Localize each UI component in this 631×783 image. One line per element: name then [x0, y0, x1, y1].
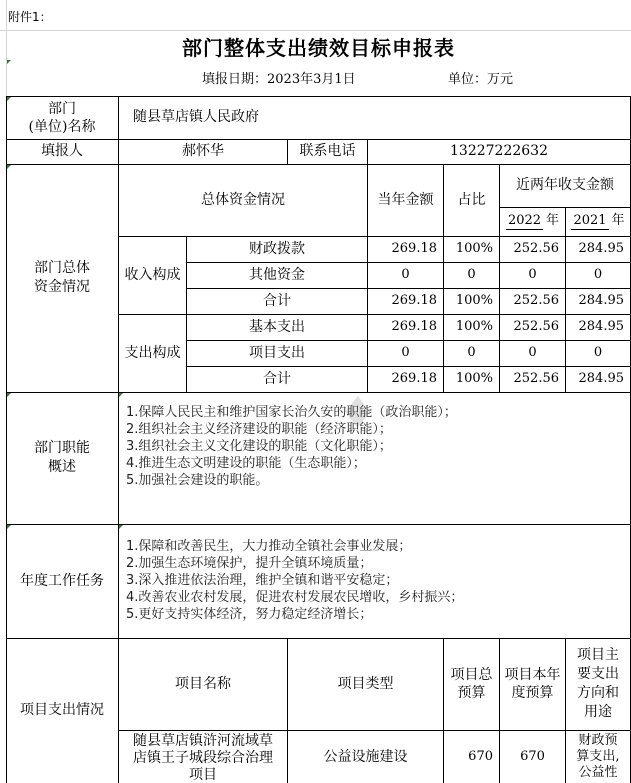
fund-header: 总体资金情况: [201, 191, 285, 208]
project-total-budget-header: [444, 638, 499, 730]
attachment-label: 附件1：: [8, 10, 52, 24]
duty-item: 5.加强社会建设的职能。: [126, 473, 269, 488]
task-item: 3.深入推进依法治理，维护全镇和谐平安稳定；: [126, 573, 399, 588]
year1-value[interactable]: 2022: [506, 213, 543, 231]
project-year-budget-header: [500, 638, 565, 730]
project-name-value[interactable]: [119, 731, 287, 783]
project-total-budget-value[interactable]: 670: [468, 748, 493, 764]
contact-label: 联系电话: [299, 143, 356, 160]
duties-label-line1: 部门职能: [34, 440, 90, 456]
direction-line4: 用途: [584, 704, 612, 720]
total-budget-line1: 项目总: [450, 667, 493, 683]
income-item-ratio[interactable]: 0: [467, 266, 476, 282]
income-item-year2[interactable]: 0: [593, 266, 603, 282]
fund-section-label: [6, 164, 118, 392]
expense-item-year1[interactable]: 0: [528, 344, 537, 360]
year-budget-line2: 度预算: [511, 685, 554, 701]
income-item-amount[interactable]: 269.18: [391, 240, 437, 256]
direction-line3: 方向和: [577, 685, 619, 701]
income-item-ratio[interactable]: 100%: [455, 292, 493, 308]
tasks-list[interactable]: [126, 538, 626, 623]
project-direction-header: [566, 638, 630, 730]
duty-item: 3.组织社会主义文化建设的职能（文化职能）；: [126, 439, 392, 454]
year-budget-line1: 项目本年: [504, 667, 561, 683]
duty-item: 1.保障人民民主和维护国家长治久安的职能（政治职能）；: [126, 405, 457, 420]
duties-label-line2: 概述: [48, 459, 76, 475]
project-section-label: 项目支出情况: [20, 702, 104, 719]
expense-item-ratio[interactable]: 0: [467, 344, 476, 360]
income-item-year1[interactable]: 0: [528, 266, 537, 282]
income-item-name: 其他资金: [249, 266, 305, 283]
direction-value-line1: 财政预: [578, 733, 618, 748]
expense-item-name: 项目支出: [249, 344, 305, 361]
project-type-value[interactable]: 公益设施建设: [323, 748, 408, 765]
tasks-label: 年度工作任务: [20, 572, 104, 589]
expense-item-amount[interactable]: 269.18: [391, 370, 437, 386]
expense-item-year1[interactable]: 252.56: [513, 370, 559, 386]
expense-item-name: 合计: [263, 370, 291, 387]
task-item: 2.加强生态环境保护，提升全镇环境质量；: [126, 556, 373, 571]
contact-phone-value[interactable]: 13227222632: [450, 143, 548, 160]
filler-label: 填报人: [41, 143, 83, 160]
expense-item-amount[interactable]: 0: [401, 344, 410, 360]
direction-value-line3: 公益性: [578, 765, 618, 780]
year2-value[interactable]: 2021: [571, 213, 608, 231]
expense-label: 支出构成: [124, 344, 181, 361]
watermark: ♦: [338, 388, 378, 439]
task-item: 4.改善农业农村发展，促进农村发展农民增收，乡村振兴；: [126, 590, 464, 605]
income-item-name: 财政拨款: [249, 240, 305, 257]
income-item-year2[interactable]: 284.95: [578, 240, 624, 256]
filler-name-value[interactable]: 郝怀华: [182, 143, 224, 160]
direction-line2: 要支出: [577, 666, 619, 682]
income-item-year2[interactable]: 284.95: [578, 292, 624, 308]
year2-suffix: 年: [611, 213, 625, 229]
ratio-header: 占比: [457, 191, 486, 208]
income-item-amount[interactable]: 0: [401, 266, 410, 282]
project-name-line1: 随县草店镇浒河流域草: [133, 733, 273, 749]
project-name-header: 项目名称: [175, 675, 231, 692]
income-item-year1[interactable]: 252.56: [513, 240, 559, 256]
direction-value-line2: 算支出,: [576, 749, 620, 764]
expense-item-year2[interactable]: 284.95: [578, 318, 624, 334]
dept-label-line2: (单位)名称: [28, 118, 96, 135]
duty-item: 4.推进生态文明建设的职能（生态职能）；: [126, 456, 366, 471]
fund-section-line1: 部门总体: [34, 260, 90, 276]
unit-label: 单位：万元: [448, 72, 514, 87]
recent-two-years-header: 近两年收支金额: [516, 177, 614, 194]
dept-label-line1: 部门: [48, 100, 76, 117]
project-year-budget-value[interactable]: 670: [520, 748, 545, 764]
dept-label: [6, 96, 118, 139]
direction-line1: 项目主: [577, 647, 619, 663]
project-type-header: 项目类型: [337, 675, 394, 692]
form-title: 部门整体支出绩效目标申报表: [182, 36, 455, 60]
expense-item-year2[interactable]: 0: [593, 344, 603, 360]
expense-item-amount[interactable]: 269.18: [391, 318, 437, 334]
fund-section-line2: 资金情况: [34, 279, 90, 295]
cell-marker: [7, 60, 11, 64]
year1-suffix: 年: [546, 213, 560, 229]
income-item-year1[interactable]: 252.56: [513, 292, 559, 308]
income-item-ratio[interactable]: 100%: [455, 240, 493, 256]
expense-item-year2[interactable]: 284.95: [578, 370, 624, 386]
income-item-name: 合计: [263, 292, 291, 309]
project-direction-value[interactable]: [566, 731, 630, 783]
income-item-amount[interactable]: 269.18: [391, 292, 437, 308]
year1-cell: [500, 207, 565, 236]
expense-item-ratio[interactable]: 100%: [455, 318, 493, 334]
cell-marker: [119, 525, 123, 529]
project-name-line3: 项目: [189, 767, 217, 783]
fill-date-label: 填报日期：2023年3月1日: [202, 72, 356, 87]
task-item: 5.更好支持实体经济，努力稳定经济增长；: [126, 607, 373, 622]
project-name-line2: 店镇王子城段综合治理: [133, 750, 273, 766]
expense-item-ratio[interactable]: 100%: [455, 370, 493, 386]
task-item: 1.保障和改善民生，大力推动全镇社会事业发展；: [126, 539, 412, 554]
dept-name-value[interactable]: 随县草店镇人民政府: [133, 109, 259, 126]
income-label: 收入构成: [124, 266, 181, 283]
year2-cell: [566, 207, 630, 236]
duties-label: [6, 392, 118, 524]
total-budget-line2: 预算: [457, 685, 486, 701]
duty-item: 2.组织社会主义经济建设的职能（经济职能）；: [126, 422, 392, 437]
expense-item-year1[interactable]: 252.56: [513, 318, 559, 334]
expense-item-name: 基本支出: [249, 318, 305, 335]
cell-marker: [119, 393, 123, 397]
current-amount-header: 当年金额: [377, 191, 434, 208]
